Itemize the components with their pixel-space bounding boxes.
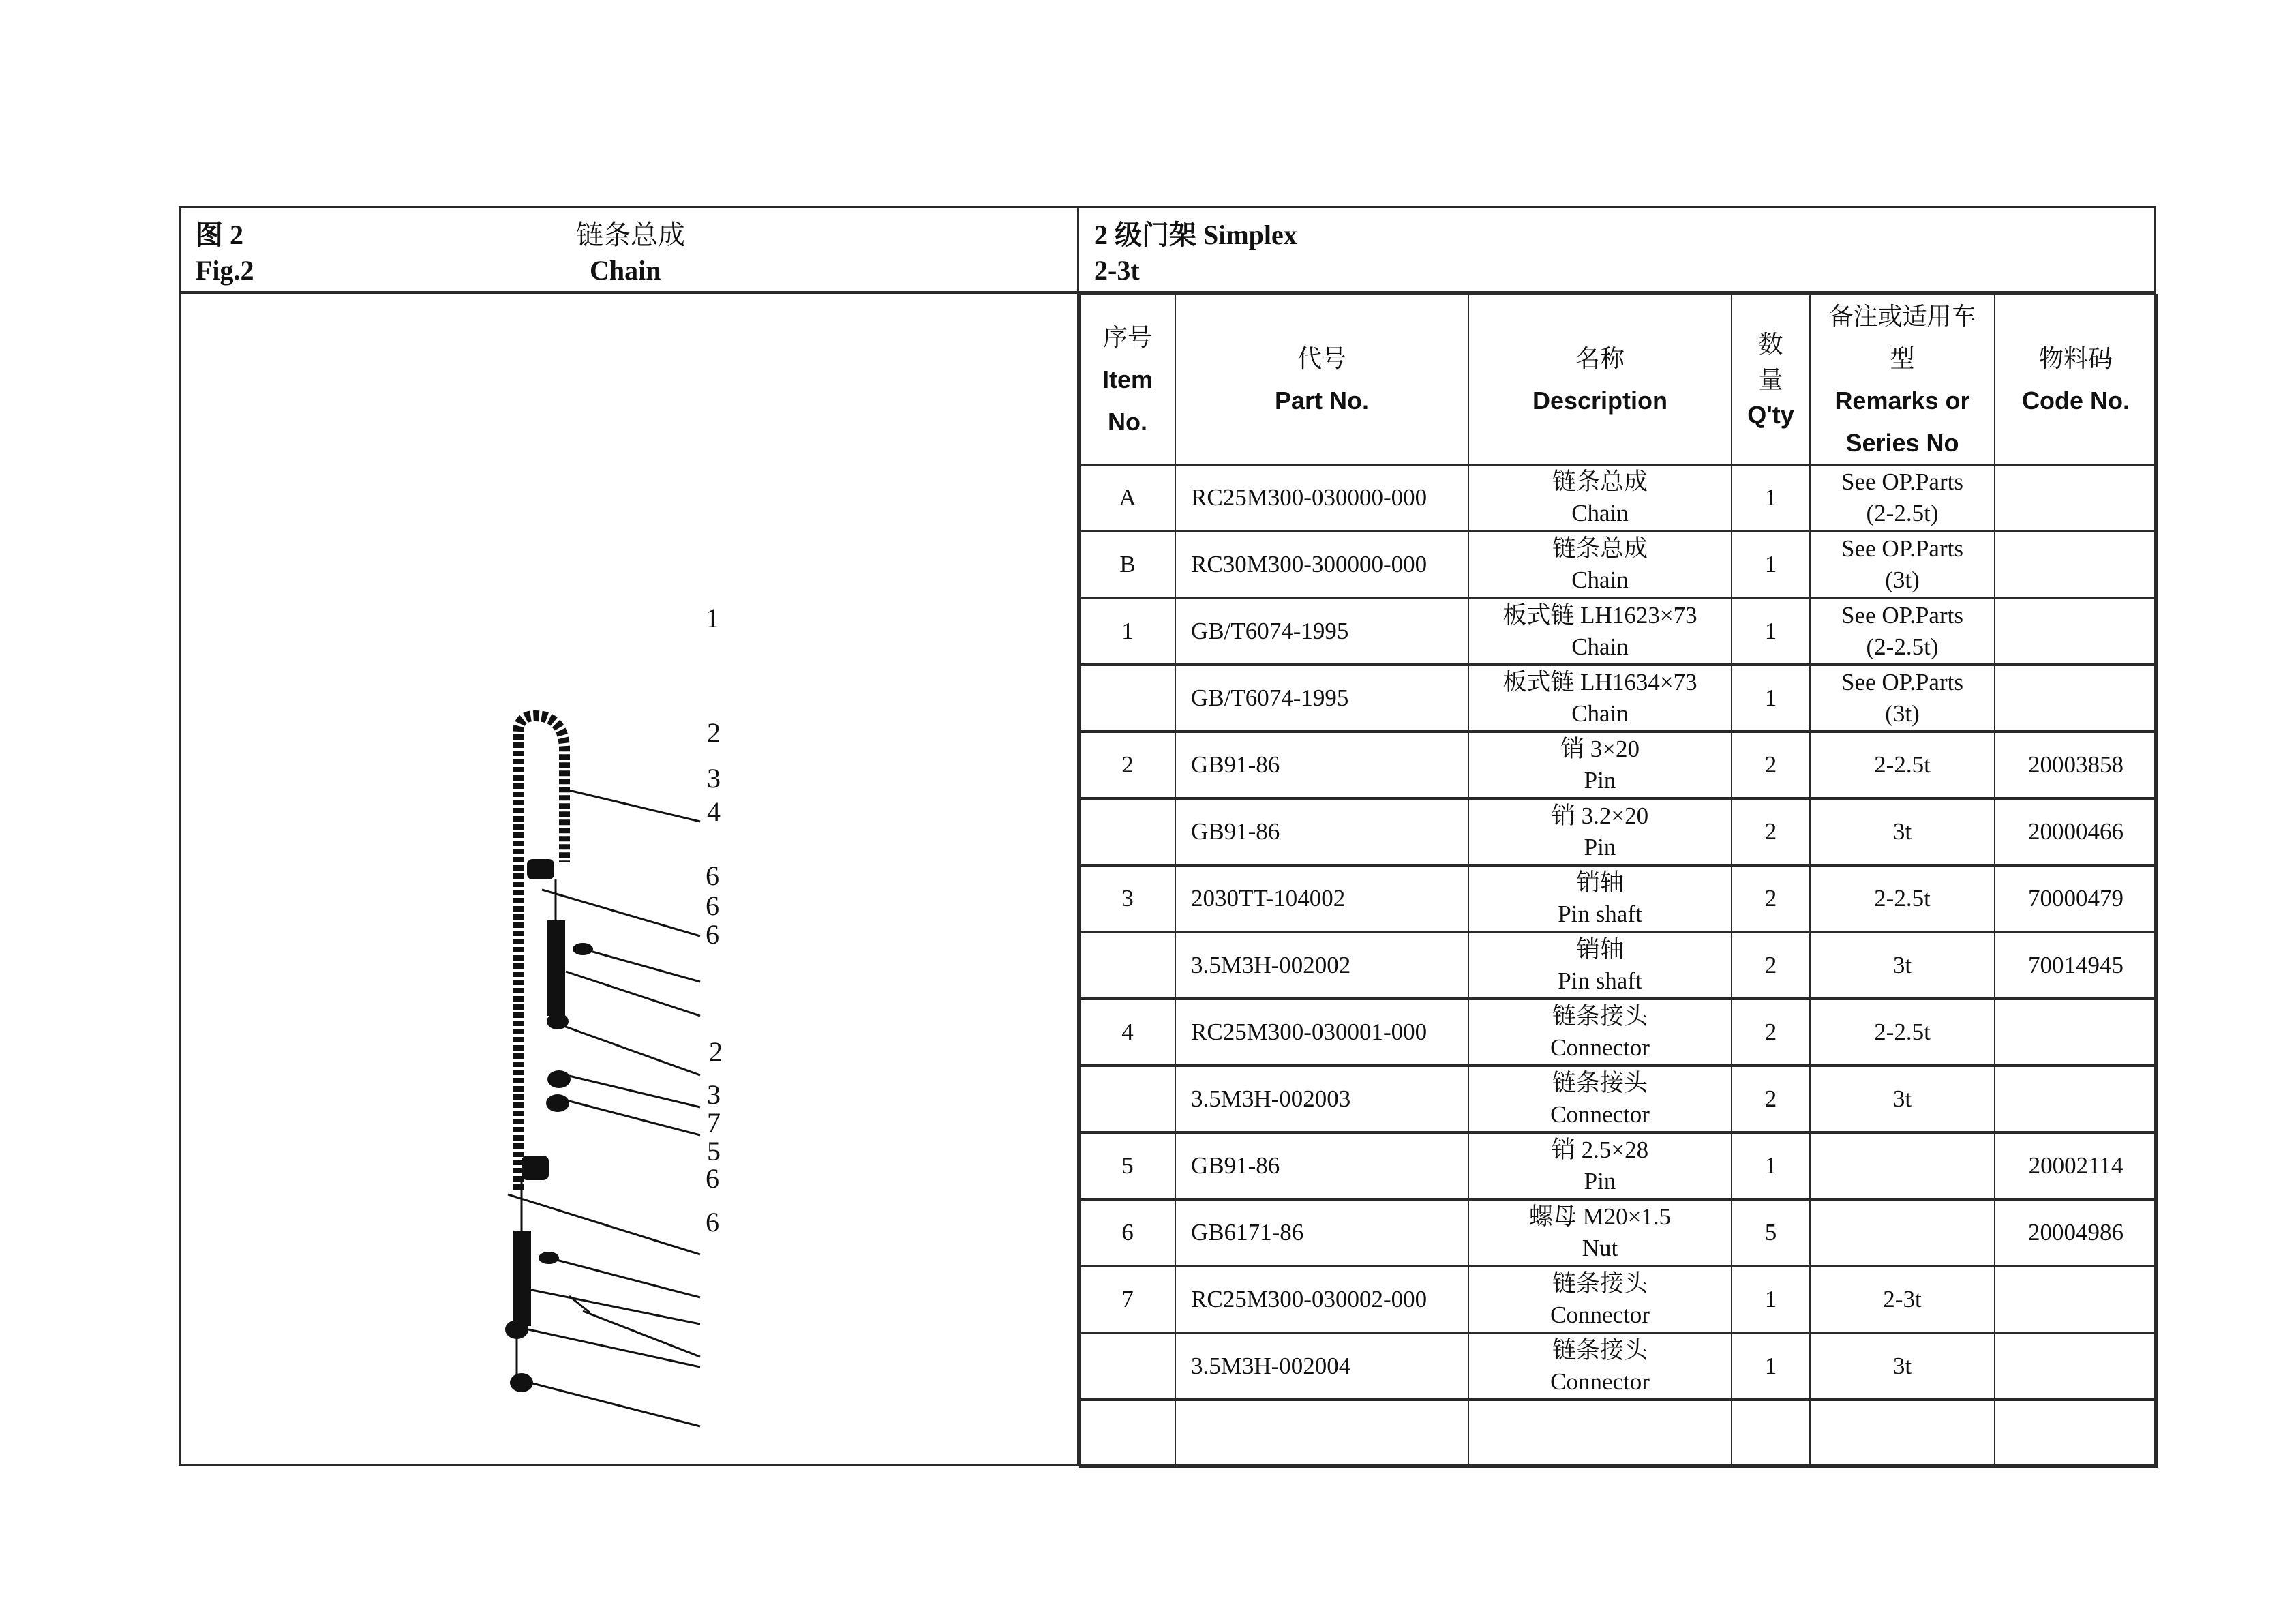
item-cell: 7: [1080, 1266, 1175, 1333]
callout-label: 6: [706, 860, 719, 891]
description-cell: 销 2.5×28 Pin: [1468, 1132, 1732, 1199]
qty-cell: [1732, 1400, 1810, 1467]
chain-assembly-drawing-icon: [181, 294, 1077, 1466]
code-no-cell: 20003858: [1995, 732, 2157, 798]
description-cell: 销 3×20 Pin: [1468, 732, 1732, 798]
callout-label: 6: [706, 1163, 719, 1194]
code-no-cell: [1995, 665, 2157, 732]
part-no-cell: GB/T6074-1995: [1175, 598, 1468, 665]
figure-title-cn: 链条总成: [576, 220, 685, 250]
callout-label: 1: [706, 603, 719, 633]
description-cell: 板式链 LH1623×73 Chain: [1468, 598, 1732, 665]
code-no-cell: [1995, 1266, 2157, 1333]
table-row: [1080, 1066, 2157, 1132]
callout-label: 4: [707, 796, 721, 827]
item-cell: [1080, 1333, 1175, 1400]
qty-cell: 1: [1732, 665, 1810, 732]
table-row: [1080, 1266, 2157, 1333]
part-no-cell: RC30M300-300000-000: [1175, 531, 1468, 598]
remarks-cell: See OP.Parts (2-2.5t): [1810, 465, 1995, 531]
code-no-cell: 70014945: [1995, 932, 2157, 999]
callout-label: 6: [706, 919, 719, 950]
item-cell: [1080, 798, 1175, 865]
item-cell: [1080, 1400, 1175, 1467]
description-cell: 销轴 Pin shaft: [1468, 865, 1732, 932]
part-no-cell: GB/T6074-1995: [1175, 665, 1468, 732]
remarks-cell: 3t: [1810, 1333, 1995, 1400]
table-row: [1080, 932, 2157, 999]
code-no-cell: 20002114: [1995, 1132, 2157, 1199]
qty-cell: 1: [1732, 1132, 1810, 1199]
table-row: [1080, 1333, 2157, 1400]
col-header-description: 名称 Description: [1468, 295, 1732, 465]
qty-cell: 2: [1732, 999, 1810, 1066]
remarks-cell: [1810, 1132, 1995, 1199]
code-no-cell: [1995, 1066, 2157, 1132]
qty-cell: 2: [1732, 932, 1810, 999]
remarks-cell: 2-2.5t: [1810, 865, 1995, 932]
callout-label: 2: [709, 1036, 723, 1067]
figure-number-en: Fig.2: [196, 255, 254, 286]
description-cell: [1468, 1400, 1732, 1467]
item-cell: [1080, 932, 1175, 999]
part-no-cell: 2030TT-104002: [1175, 865, 1468, 932]
callout-label: 3: [707, 1079, 721, 1110]
remarks-cell: 3t: [1810, 798, 1995, 865]
description-cell: 螺母 M20×1.5 Nut: [1468, 1199, 1732, 1266]
item-cell: 2: [1080, 732, 1175, 798]
part-no-cell: RC25M300-030000-000: [1175, 465, 1468, 531]
code-no-cell: [1995, 1333, 2157, 1400]
table-header-row: [1080, 295, 2157, 465]
exploded-diagram: [181, 294, 1077, 1466]
qty-cell: 2: [1732, 798, 1810, 865]
part-no-cell: 3.5M3H-002003: [1175, 1066, 1468, 1132]
item-cell: [1080, 1066, 1175, 1132]
remarks-cell: 2-2.5t: [1810, 732, 1995, 798]
remarks-cell: 3t: [1810, 1066, 1995, 1132]
qty-cell: 2: [1732, 865, 1810, 932]
callout-label: 7: [707, 1107, 721, 1138]
remarks-cell: See OP.Parts (2-2.5t): [1810, 598, 1995, 665]
code-no-cell: 20000466: [1995, 798, 2157, 865]
parts-table: [1079, 294, 2158, 1468]
figure-title-en: Chain: [590, 255, 661, 286]
col-header-item: 序号 Item No.: [1080, 295, 1175, 465]
code-no-cell: [1995, 465, 2157, 531]
qty-cell: 1: [1732, 1266, 1810, 1333]
qty-cell: 1: [1732, 465, 1810, 531]
code-no-cell: 20004986: [1995, 1199, 2157, 1266]
remarks-cell: 2-3t: [1810, 1266, 1995, 1333]
part-no-cell: [1175, 1400, 1468, 1467]
description-cell: 链条总成 Chain: [1468, 531, 1732, 598]
model-en: 2-3t: [1094, 255, 1140, 286]
col-header-part-no: 代号 Part No.: [1175, 295, 1468, 465]
part-no-cell: GB91-86: [1175, 798, 1468, 865]
part-no-cell: GB91-86: [1175, 732, 1468, 798]
code-no-cell: [1995, 1400, 2157, 1467]
model-cn: 2 级门架 Simplex: [1094, 220, 1297, 250]
part-no-cell: RC25M300-030002-000: [1175, 1266, 1468, 1333]
table-row: [1080, 665, 2157, 732]
description-cell: 链条总成 Chain: [1468, 465, 1732, 531]
remarks-cell: 2-2.5t: [1810, 999, 1995, 1066]
table-row: [1080, 1400, 2157, 1467]
table-row: [1080, 1132, 2157, 1199]
item-cell: A: [1080, 465, 1175, 531]
qty-cell: 1: [1732, 1333, 1810, 1400]
item-cell: B: [1080, 531, 1175, 598]
description-cell: 链条接头 Connector: [1468, 1333, 1732, 1400]
part-no-cell: RC25M300-030001-000: [1175, 999, 1468, 1066]
description-cell: 销轴 Pin shaft: [1468, 932, 1732, 999]
part-no-cell: GB91-86: [1175, 1132, 1468, 1199]
item-cell: [1080, 665, 1175, 732]
table-row: [1080, 465, 2157, 531]
table-row: [1080, 732, 2157, 798]
table-row: [1080, 598, 2157, 665]
description-cell: 销 3.2×20 Pin: [1468, 798, 1732, 865]
item-cell: 4: [1080, 999, 1175, 1066]
item-cell: 5: [1080, 1132, 1175, 1199]
table-row: [1080, 999, 2157, 1066]
item-cell: 6: [1080, 1199, 1175, 1266]
table-row: [1080, 531, 2157, 598]
code-no-cell: 70000479: [1995, 865, 2157, 932]
description-cell: 链条接头 Connector: [1468, 999, 1732, 1066]
qty-cell: 5: [1732, 1199, 1810, 1266]
callout-label: 6: [706, 1207, 719, 1237]
description-cell: 板式链 LH1634×73 Chain: [1468, 665, 1732, 732]
col-header-code-no: 物料码 Code No.: [1995, 295, 2157, 465]
remarks-cell: See OP.Parts (3t): [1810, 531, 1995, 598]
item-cell: 1: [1080, 598, 1175, 665]
parts-sheet: [179, 206, 2156, 1466]
callout-label: 3: [707, 763, 721, 794]
col-header-qty: 数 量 Q'ty: [1732, 295, 1810, 465]
remarks-cell: 3t: [1810, 932, 1995, 999]
sheet-header: [181, 208, 2154, 294]
description-cell: 链条接头 Connector: [1468, 1266, 1732, 1333]
col-header-remarks: 备注或适用车 型 Remarks or Series No: [1810, 295, 1995, 465]
remarks-cell: See OP.Parts (3t): [1810, 665, 1995, 732]
part-no-cell: GB6171-86: [1175, 1199, 1468, 1266]
table-row: [1080, 865, 2157, 932]
remarks-cell: [1810, 1400, 1995, 1467]
qty-cell: 2: [1732, 1066, 1810, 1132]
code-no-cell: [1995, 999, 2157, 1066]
code-no-cell: [1995, 531, 2157, 598]
part-no-cell: 3.5M3H-002004: [1175, 1333, 1468, 1400]
figure-number-cn: 图 2: [196, 220, 243, 250]
callout-label: 2: [707, 717, 721, 748]
table-row: [1080, 1199, 2157, 1266]
qty-cell: 1: [1732, 531, 1810, 598]
item-cell: 3: [1080, 865, 1175, 932]
remarks-cell: [1810, 1199, 1995, 1266]
callout-label: 5: [707, 1136, 721, 1167]
table-row: [1080, 798, 2157, 865]
qty-cell: 1: [1732, 598, 1810, 665]
description-cell: 链条接头 Connector: [1468, 1066, 1732, 1132]
callout-label: 6: [706, 890, 719, 921]
qty-cell: 2: [1732, 732, 1810, 798]
code-no-cell: [1995, 598, 2157, 665]
part-no-cell: 3.5M3H-002002: [1175, 932, 1468, 999]
